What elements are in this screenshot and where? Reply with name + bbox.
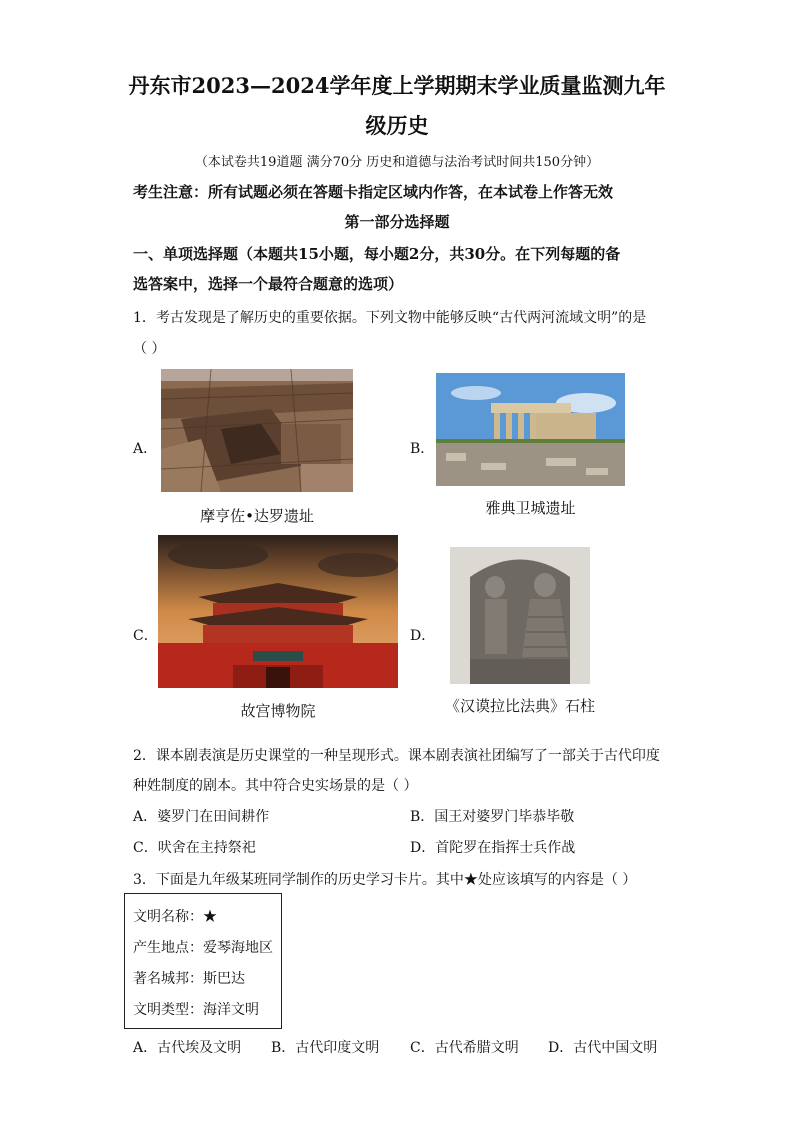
section-line-1: 一、单项选择题（本题共15小题，每小题2分，共30分。在下列每题的备: [133, 245, 621, 263]
q1-option-d-letter: D．: [410, 628, 436, 644]
q3-option-c: C．古代希腊文明: [410, 1040, 519, 1056]
q1-option-c-letter: C．: [133, 628, 158, 644]
q3-option-a: A．古代埃及文明: [133, 1040, 242, 1056]
q2-stem-line-1: 2．课本剧表演是历史课堂的一种呈现形式。课本剧表演社团编写了一部关于古代印度: [133, 748, 660, 764]
q3-option-b: B．古代印度文明: [271, 1040, 380, 1056]
athens-acropolis-image: [436, 373, 625, 486]
q1-stem-line-1: 1．考古发现是了解历史的重要依据。下列文物中能够反映“古代两河流域文明”的是: [133, 310, 647, 326]
q1-option-c-caption: 故宫博物院: [240, 702, 316, 720]
q1-option-b-caption: 雅典卫城遗址: [485, 499, 576, 517]
notice: 考生注意：所有试题必须在答题卡指定区域内作答，在本试卷上作答无效: [133, 183, 614, 201]
q2-stem-line-2: 种姓制度的剧本。其中符合史实场景的是（ ）: [133, 778, 418, 794]
title-line-1: 丹东市2023—2024学年度上学期期末学业质量监测九年: [128, 73, 666, 98]
q2-option-b: B．国王对婆罗门毕恭毕敬: [410, 809, 575, 825]
card-line-location: 产生地点：爱琴海地区: [133, 940, 273, 956]
part-title: 第一部分选择题: [344, 213, 450, 231]
card-line-city: 著名城邦：斯巴达: [133, 971, 245, 987]
card-line-name: 文明名称：★: [133, 909, 217, 925]
section-line-2: 选答案中，选择一个最符合题意的选项）: [133, 275, 404, 293]
q3-option-d: D．古代中国文明: [548, 1040, 658, 1056]
q1-option-a-caption: 摩亨佐•达罗遗址: [200, 507, 314, 525]
study-card: [124, 893, 282, 1029]
palace-museum-image: [158, 535, 398, 688]
card-line-type: 文明类型：海洋文明: [133, 1002, 259, 1018]
q1-option-d-caption: 《汉谟拉比法典》石柱: [444, 697, 595, 715]
hammurabi-stele-image: [450, 547, 590, 684]
q1-stem-line-2: （ ）: [133, 341, 166, 357]
q3-stem: 3．下面是九年级某班同学制作的历史学习卡片。其中★处应该填写的内容是（ ）: [133, 872, 637, 888]
mohenjo-daro-ruins-image: [161, 369, 353, 492]
q1-option-b-letter: B．: [410, 441, 435, 457]
exam-info: （本试卷共19道题 满分70分 历史和道德与法治考试时间共150分钟）: [194, 155, 600, 170]
q2-option-a: A．婆罗门在田间耕作: [133, 809, 270, 825]
q2-option-c: C．吠舍在主持祭祀: [133, 840, 256, 856]
q2-option-d: D．首陀罗在指挥士兵作战: [410, 840, 576, 856]
q1-option-a-letter: A．: [133, 441, 158, 457]
title-line-2: 级历史: [365, 113, 429, 138]
